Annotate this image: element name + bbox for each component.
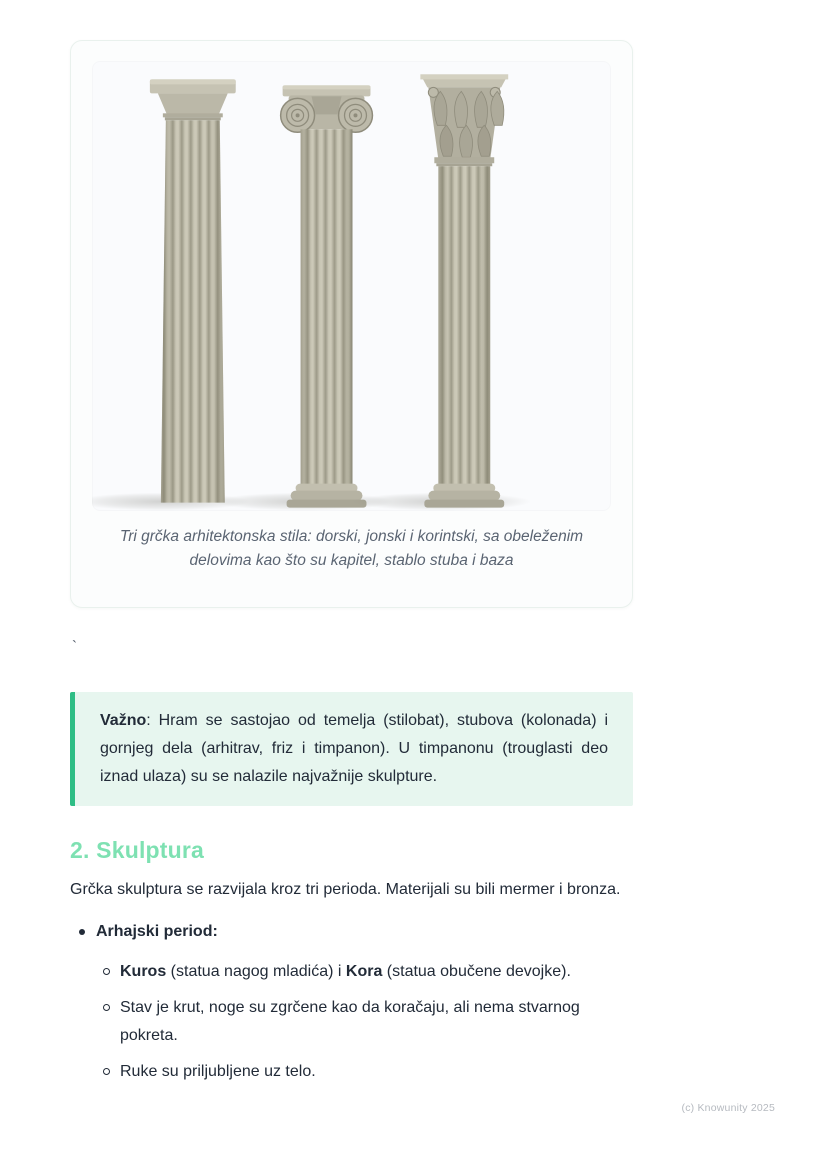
sub-bullet-list (96, 958, 633, 1086)
sub-list-item-text: Ruke su priljubljene uz telo. (120, 1063, 316, 1080)
bullet-list (70, 919, 633, 1086)
figure-caption: Tri grčka arhitektonska stila: dorski, jonski i korintski, sa obeleženim delovima kao što su kapitel, stablo stuba i baza (119, 528, 584, 569)
list-item-arhajski-period (96, 919, 633, 1086)
columns-illustration (92, 61, 611, 511)
stray-backtick: ` (72, 638, 77, 655)
callout-text: Važno: Hram se sastojao od temelja (stilobat), stubova (kolonada) i gornjeg dela (arhitrav, friz i timpanon). U timpanonu (trouglasti deo iznad ulaza) su se nalazile najvažnije skulpture. (100, 712, 608, 785)
section-intro: Grčka skulptura se razvijala kroz tri perioda. Materijali su bili mermer i bronza. (70, 881, 621, 898)
figure-card (70, 40, 633, 608)
section-heading: 2. Skulptura (70, 837, 205, 863)
sub-list-item (120, 958, 605, 986)
sub-list-item (120, 994, 605, 1050)
corinthian-column-illustration (352, 74, 532, 510)
sub-list-item-text: Stav je krut, noge su zgrčene kao da koračaju, ali nema stvarnog pokreta. (120, 999, 580, 1044)
copyright-text: (c) Knowunity 2025 (681, 1102, 775, 1114)
sub-list-item-text: Kuros (statua nagog mladića) i Kora (statua obučene devojke). (120, 963, 571, 980)
greek-columns-image (92, 61, 611, 511)
ionic-column-illustration (214, 85, 394, 510)
important-callout (70, 692, 633, 806)
document-page (70, 40, 633, 1094)
doric-column-illustration (92, 79, 250, 510)
sub-list-item (120, 1058, 605, 1086)
list-item-title: Arhajski period: (96, 923, 218, 940)
side-strip-decoration (748, 38, 790, 1134)
